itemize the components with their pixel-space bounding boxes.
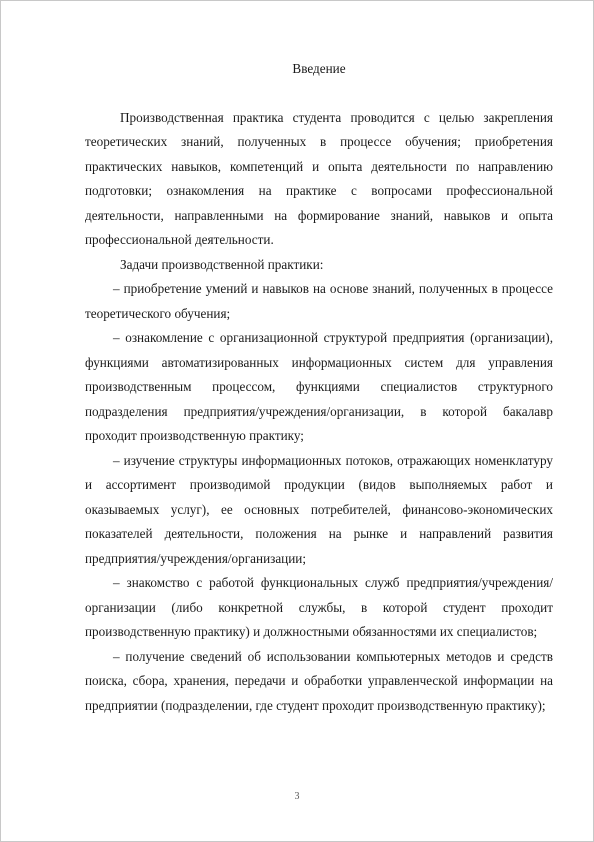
task-item: – приобретение умений и навыков на основе знаний, полученных в процессе теоретического обучения;	[85, 281, 553, 321]
page-title: Введение	[292, 61, 346, 76]
intro-paragraph: Производственная практика студента проводится с целью закрепления теоретических знаний, полученных в процессе обучения; приобретения практических навыков, компетенций и опыта деятельности по направлению подготовки; ознакомления на практике с вопросами профессиональной деятельности, направленными на формирование знаний, навыков и опыта профессиональной деятельности.	[85, 109, 553, 247]
tasks-heading: Задачи производственной практики:	[120, 256, 324, 272]
page-content	[85, 57, 553, 718]
task-item: – получение сведений об использовании компьютерных методов и средств поиска, сбора, хранения, передачи и обработки управленческой информации на предприятии (подразделении, где студент проходит производственную практику);	[85, 648, 553, 713]
task-item: – ознакомление с организационной структурой предприятия (организации), функциями автоматизированных информационных систем для управления производственным процессом, функциями специалистов структурного подразделения предприятия/учреждения/организации, в которой бакалавр проходит производственную практику;	[85, 330, 553, 443]
task-item: – знакомство с работой функциональных служб предприятия/учреждения/организации (либо конкретной службы, в которой студент проходит производственную практику) и должностными обязанностями их специалистов;	[85, 575, 553, 639]
task-item: – изучение структуры информационных потоков, отражающих номенклатуру и ассортимент производимой продукции (видов выполняемых работ и оказываемых услуг), ее основных потребителей, финансово-экономических показателей деятельности, положения на рынке и направлений развития предприятия/учреждения/организации;	[85, 452, 553, 566]
page-number: 3	[294, 791, 300, 802]
